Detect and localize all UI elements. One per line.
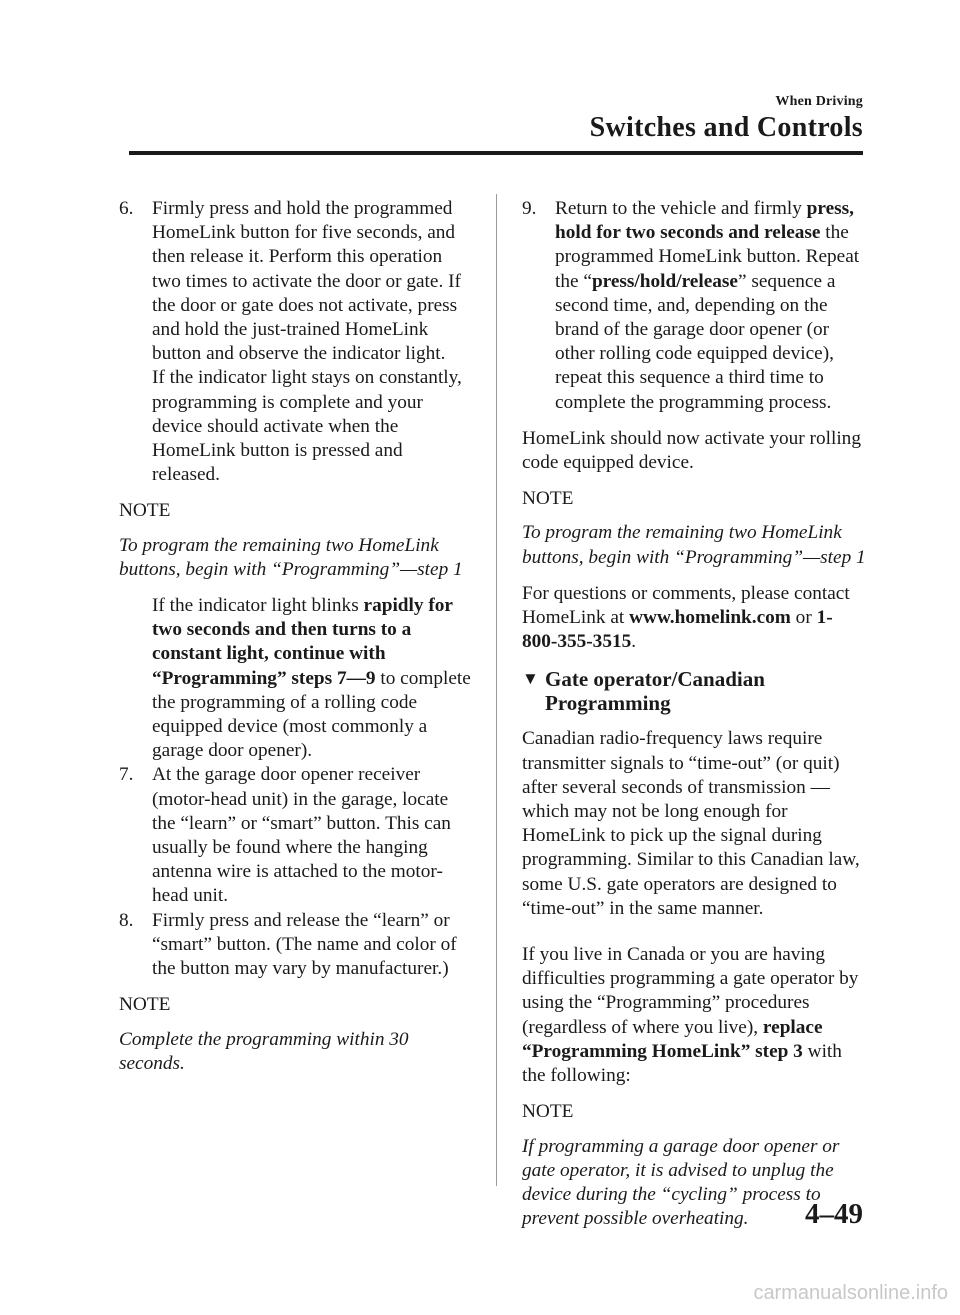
note-label: NOTE	[522, 488, 574, 510]
triangle-marker-icon: ▼	[522, 669, 539, 689]
column-divider	[496, 194, 497, 1186]
page-number: 4–49	[805, 1198, 863, 1230]
paragraph: Canadian radio-frequency laws require transmitter signals to “time-out” (or quit) after several seconds of transmission — which may not be long enough for HomeLink to pick up the signal during programming. Similar to this Canadian law, some U.S. gate operators are designed to “time-out” in the same manner.	[522, 728, 860, 919]
note-label: NOTE	[522, 1101, 574, 1123]
note-label: NOTE	[119, 994, 171, 1016]
header-rule	[129, 151, 863, 155]
step-number: 6.	[119, 198, 134, 219]
step-text: Return to the vehicle and firmly press, hold for two seconds and release the programmed HomeLink button. Repeat the “press/hold/release” sequence a second time, and, depending on the brand of the garage door opener (or other rolling code equipped device), repeat this sequence a third time to complete the programming process.	[555, 198, 860, 413]
note-text: If programming a garage door opener or gate operator, it is advised to unplug the device during the “cycling” process to prevent possible overheating.	[522, 1135, 840, 1230]
contact-paragraph: For questions or comments, please contact HomeLink at www.homelink.com or 1-800-355-3515.	[522, 582, 850, 653]
note-text: Complete the programming within 30 seconds.	[119, 1028, 409, 1074]
step-number: 9.	[522, 198, 537, 219]
paragraph: If you live in Canada or you are having difficulties programming a gate operator by using the “Programming” procedures (regardless of where you live), replace “Programming HomeLink” step 3 with the following:	[522, 944, 859, 1087]
note-text: To program the remaining two HomeLink buttons, begin with “Programming”—step 1	[119, 534, 463, 580]
step-text: Firmly press and hold the programmed HomeLink button for five seconds, and then release it. Perform this operation two times to activate the door or gate. If the door or gate does not activate, press and hold the just-trained HomeLink button and observe the indicator light.	[152, 198, 461, 365]
step-text: At the garage door opener receiver (motor-head unit) in the garage, locate the “learn” or “smart” button. This can usually be found where the hanging antenna wire is attached to the motor-head unit.	[152, 764, 451, 907]
note-label: NOTE	[119, 500, 171, 522]
homelink-url: www.homelink.com	[629, 607, 791, 629]
blink-instructions: If the indicator light blinks rapidly for two seconds and then turns to a constant light, continue with “Programming” steps 7—9 to complete the programming of a rolling code equipped device (most commonly a garage door opener).	[152, 595, 471, 762]
section-heading	[522, 667, 867, 715]
step-text: Firmly press and release the “learn” or “smart” button. (The name and color of the button may vary by manufacturer.)	[152, 909, 457, 980]
step-8	[119, 909, 474, 982]
section-title: Gate operator/Canadian Programming	[545, 667, 765, 716]
step-6	[119, 197, 474, 487]
step-text-continued: If the indicator light stays on constantly, programming is complete and your device should activate when the HomeLink button is pressed and released.	[152, 367, 462, 486]
step-number: 7.	[119, 764, 134, 786]
left-column	[119, 197, 474, 1076]
note-text: To program the remaining two HomeLink buttons, begin with “Programming”—step 1	[522, 522, 866, 568]
step-7	[119, 763, 474, 908]
step-number: 8.	[119, 909, 134, 931]
right-column	[522, 197, 867, 1231]
watermark: carmanualsonline.info	[753, 1282, 948, 1304]
header-title: Switches and Controls	[589, 112, 863, 143]
header-section-label: When Driving	[775, 94, 863, 109]
step-9	[522, 197, 867, 415]
paragraph: HomeLink should now activate your rolling code equipped device.	[522, 427, 861, 474]
homelink-phone: 1-800-355-3515	[522, 607, 833, 653]
